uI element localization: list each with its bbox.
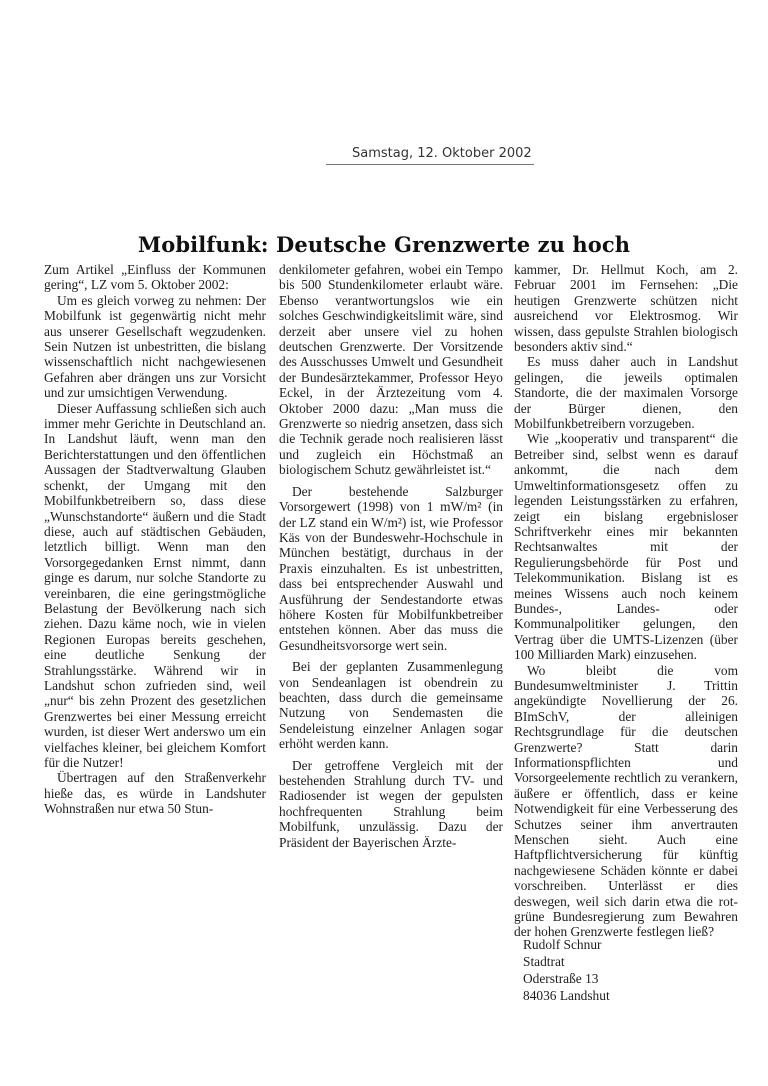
date-underline xyxy=(326,164,534,165)
body-paragraph: Übertragen auf den Straßenverkehr hieße das, es würde in Landshuter Wohnstraßen nur etwa 50 Stun- xyxy=(44,770,266,817)
article-headline: Mobilfunk: Deutsche Grenzwerte zu hoch xyxy=(137,232,631,257)
body-paragraph: Es muss daher auch in Landshut gelingen, die jeweils optimalen Standorte, die der maximalen Vorsorge der Bürger dienen, den Mobilfunkbetreibern vorzugeben. xyxy=(514,354,738,432)
body-paragraph: Bei der geplanten Zusammenlegung von Sendeanlagen ist obendrein zu beachten, dass durch die gemeinsame Nutzung von Sendemasten die Sendeleistung einzelner Anlagen sogar erhöht werden kann. xyxy=(279,659,503,752)
author-name: Rudolf Schnur xyxy=(523,937,602,952)
author-street: Oderstraße 13 xyxy=(523,971,599,986)
body-paragraph: Der bestehende Salzburger Vorsorgewert (1998) von 1 mW/m² (in der LZ stand ein W/m²) ist, wie Professor Käs von der Bundeswehr-Hochschule in München bestätigt, durchaus in der Praxis einzuhalten. Es ist unbestritten, dass bei entsprechender Auswahl und Ausführung der Sendestandorte etwas höhere Kosten für Mobilfunkbetreiber entstehen können. Aber das muss die Gesundheitsvorsorge wert sein. xyxy=(279,483,503,653)
article-column-2 xyxy=(279,262,503,850)
body-paragraph: kammer, Dr. Hellmut Koch, am 2. Februar 2001 im Fernsehen: „Die heutigen Grenzwerte schützen nicht ausreichend vor Elektrosmog. Wir wissen, dass gepulste Strahlen biologisch besonders aktiv sind.“ xyxy=(514,262,738,355)
body-paragraph: denkilometer gefahren, wobei ein Tempo bis 500 Stundenkilometer erlaubt wäre. Ebenso verantwortungslos wie ein solches Geschwindigkeitslimit wäre, sind derzeit aber unsere viel zu hohen deutschen Grenzwerte. Der Vorsitzende des Ausschusses Umwelt und Gesundheit der Bundesärztekammer, Professor Heyo Eckel, in der Ärztezeitung vom 4. Oktober 2000 dazu: „Man muss die Grenzwerte so niedrig ansetzen, dass sich die Technik gerade noch realisieren lässt und zugleich ein Höchstmaß an biologischem Schutz gewährleistet ist.“ xyxy=(279,262,503,478)
author-title: Stadtrat xyxy=(523,954,565,969)
body-paragraph: Wo bleibt die vom Bundesumweltminister J. Trittin angekündigte Novellierung der 26. BImSchV, der alleinigen Rechtsgrundlage für die deutschen Grenzwerte? Statt darin Informationspflichten und Vorsorgeelemente rechtlich zu verankern, äußere er öffentlich, dass er keine Notwendigkeit für eine Verbesserung des Schutzes seiner ihm anvertrauten Menschen sieht. Auch eine Haftpflichtversicherung für künftig nachgewiesene Schäden könnte er dabei vorschreiben. Unterlässt er dies deswegen, weil sich darin etwa die rot-grüne Bundesregierung zum Bewahren der hohen Grenzwerte festlegen ließ? xyxy=(514,662,738,940)
article-column-3 xyxy=(514,262,738,940)
author-signature xyxy=(523,936,610,1004)
author-city: 84036 Landshut xyxy=(523,988,610,1003)
body-paragraph: Dieser Auffassung schließen sich auch immer mehr Gerichte in Deutschland an. In Landshut läuft, wenn man den Berichterstattungen und den öffentlichen Aussagen der Stadtverwaltung Glauben schenkt, der Umgang mit den Mobilfunkbetreibern so, dass diese „Wunschstandorte“ äußern und die Stadt diese, auch auf städtischen Gebäuden, letztlich billigt. Wenn man den Vorsorgegedanken Ernst nimmt, dann ginge es darum, nur solche Standorte zu vereinbaren, die eine geringstmögliche Belastung der Bevölkerung nach sich ziehen. Dazu käme noch, wie in vielen Regionen Europas bereits geschehen, eine deutliche Senkung der Strahlungsstärke. Während wir in Landshut schon zufrieden sind, weil „nur“ bis zehn Prozent des gesetzlichen Grenzwertes bei einer Messung erreicht wurden, ist dieser Wert anderswo um ein vielfaches kleiner, bei gleichem Komfort für die Nutzer! xyxy=(44,400,266,770)
body-paragraph: Der getroffene Vergleich mit der bestehenden Strahlung durch TV- und Radiosender ist wegen der gepulsten hochfrequenten Strahlung beim Mobilfunk, unzulässig. Dazu der Präsident der Bayerischen Ärzte- xyxy=(279,757,503,850)
article-column-1 xyxy=(44,262,266,817)
date-line: Samstag, 12. Oktober 2002 xyxy=(352,146,532,161)
body-paragraph: Wie „kooperativ und transparent“ die Betreiber sind, selbst wenn es darauf ankommt, die nach dem Umweltinformationsgesetz offen zu legenden Leistungsstärken zu erfahren, zeigt ein bislang ergebnisloser Schriftverkehr eines mir bekannten Rechtsanwaltes mit der Regulierungsbehörde für Post und Telekommunikation. Bislang ist es meines Wissens auch noch keinem Bundes-, Landes- oder Kommunalpolitiker gelungen, den Vertrag über die UMTS-Lizenzen (über 100 Milliarden Mark) einzusehen. xyxy=(514,431,738,663)
body-paragraph: Um es gleich vorweg zu nehmen: Der Mobilfunk ist gegenwärtig nicht mehr aus unserer Gesellschaft wegzudenken. Sein Nutzen ist unbestritten, die bislang wissenschaftlich nicht nachgewiesenen Gefahren aber drängen uns zur Vorsicht und zur umsichtigen Verwendung. xyxy=(44,292,266,401)
reference-paragraph: Zum Artikel „Einfluss der Kommunen gering“, LZ vom 5. Oktober 2002: xyxy=(44,262,266,293)
